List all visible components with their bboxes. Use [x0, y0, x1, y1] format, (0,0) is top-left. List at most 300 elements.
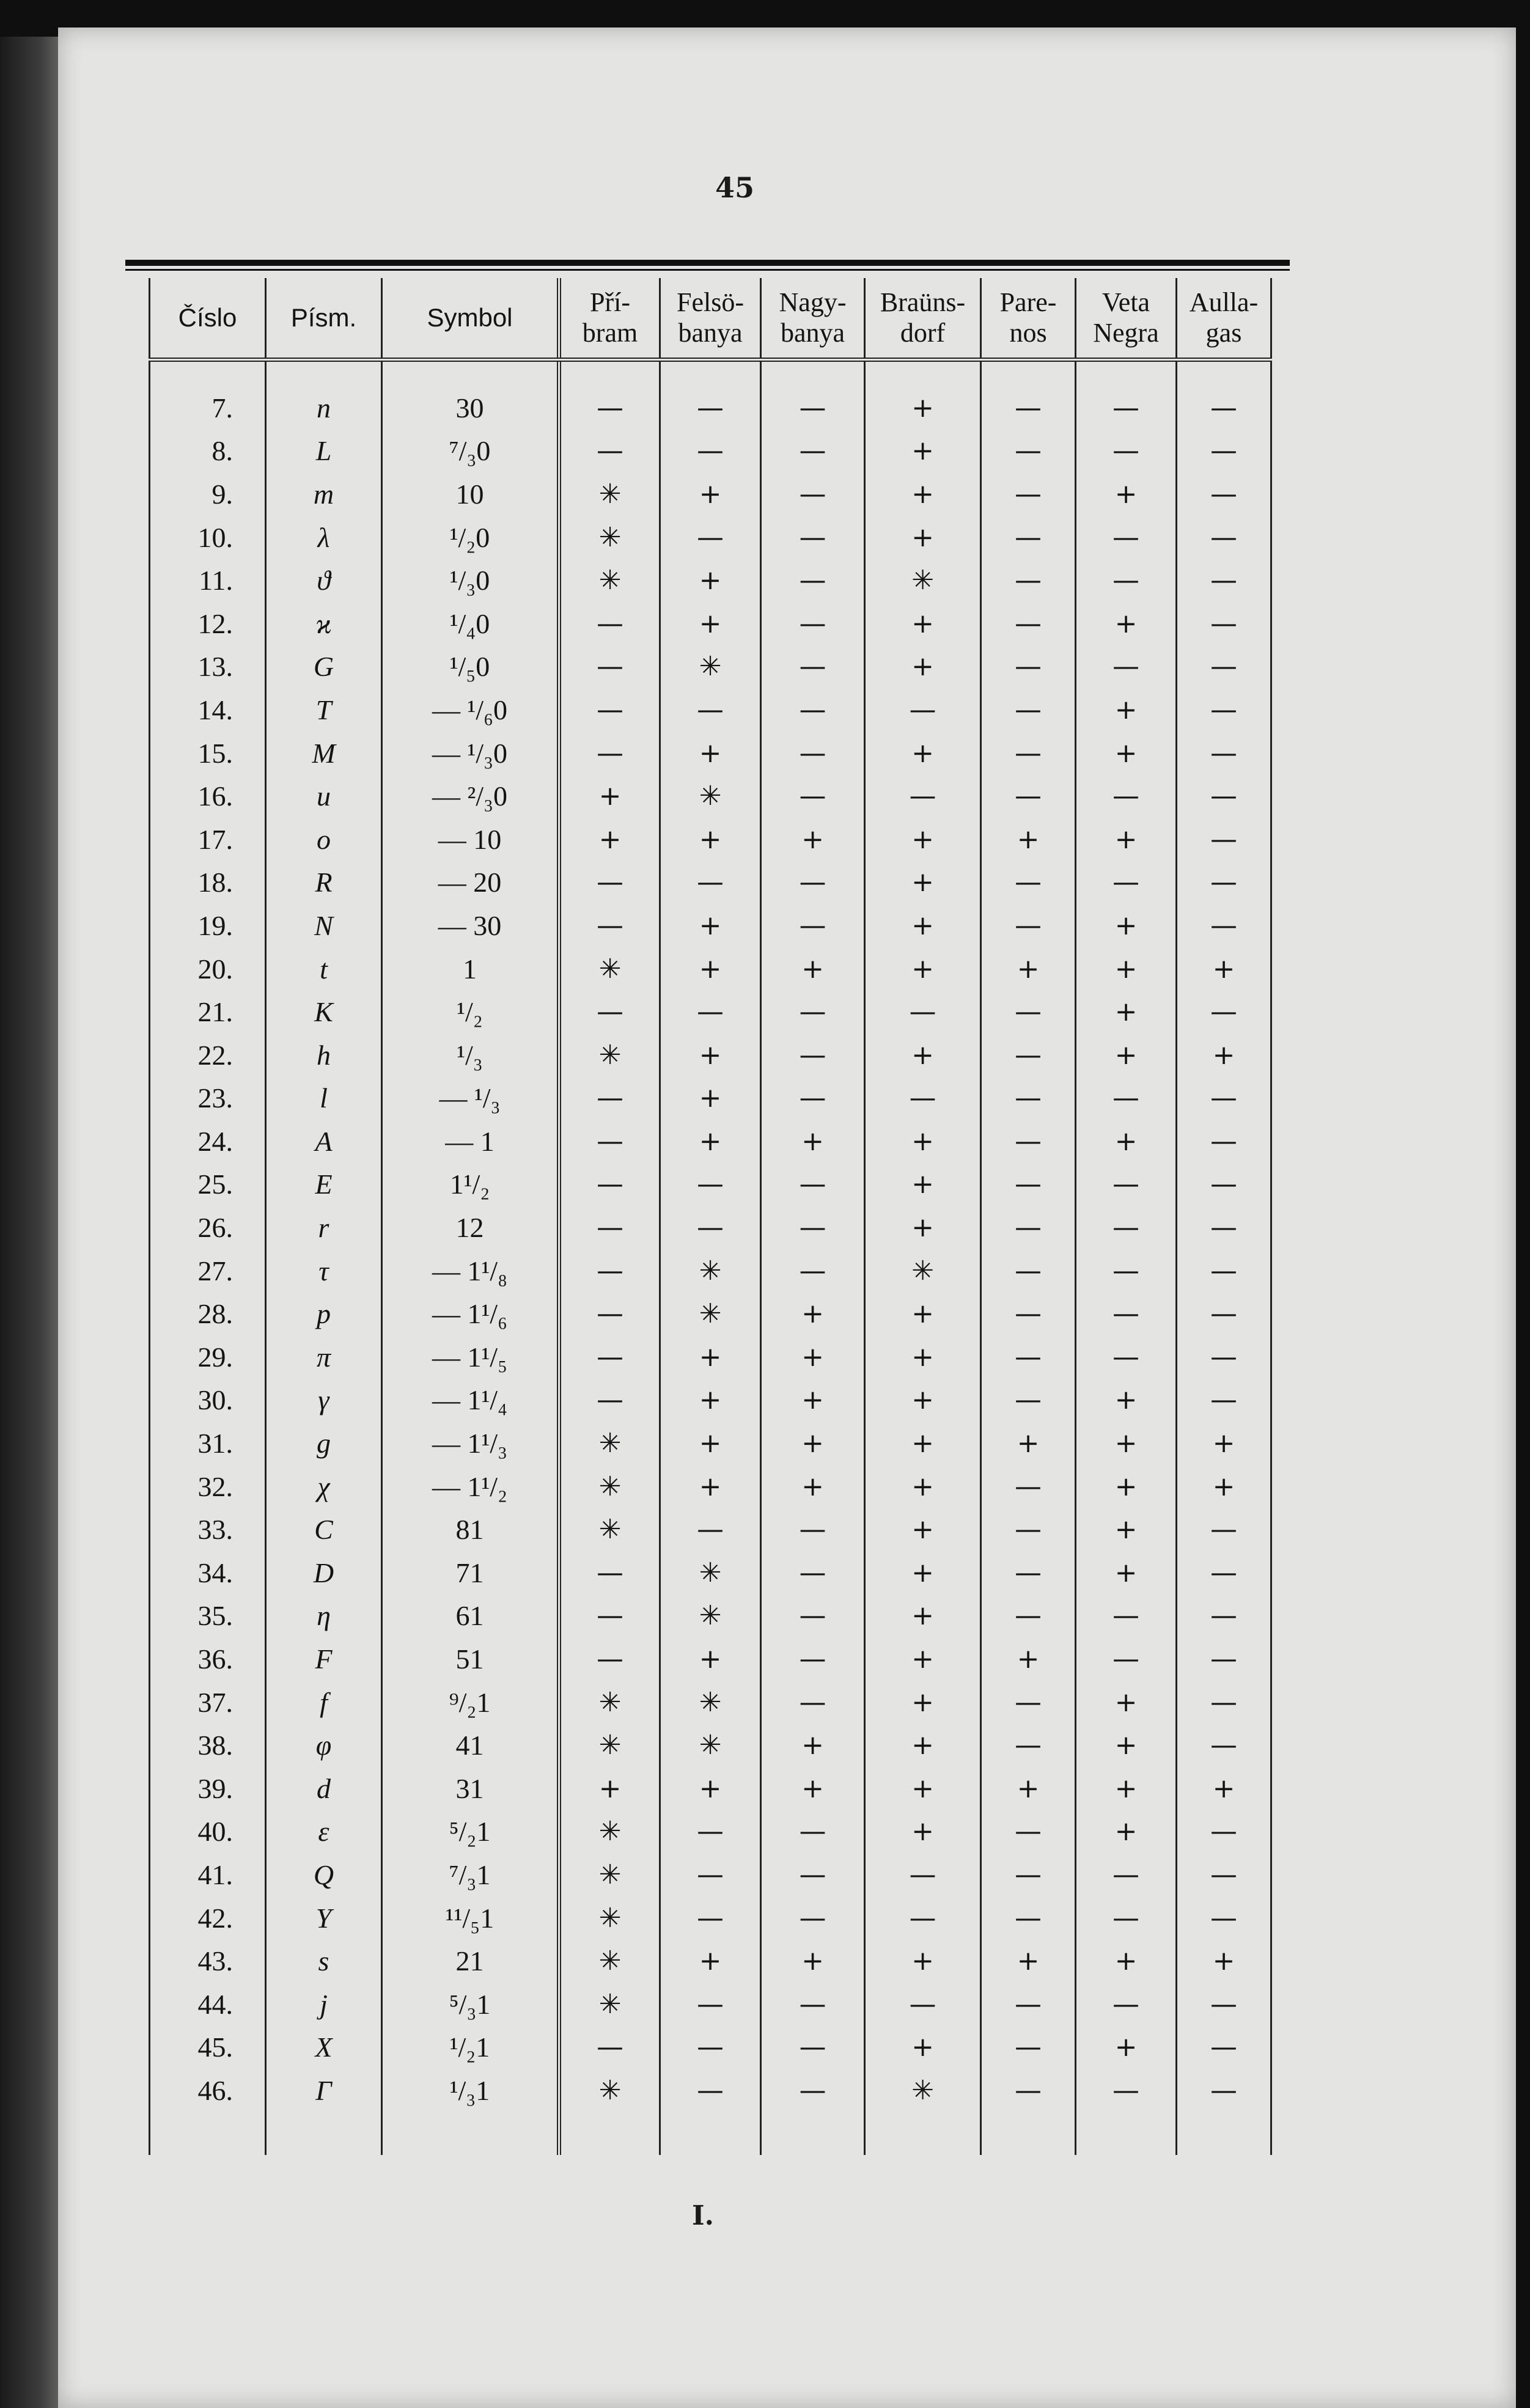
header-nagybanya-line: Nagy-: [779, 287, 847, 317]
cell-pribram: ✳: [559, 947, 660, 991]
cell-nagybanya: —: [761, 688, 865, 732]
cell-parenos: —: [981, 732, 1076, 775]
cell-symbol: — 20: [382, 861, 559, 905]
cell-pism: d: [266, 1767, 382, 1810]
cell-nagybanya: —: [761, 1595, 865, 1638]
cell-parenos: —: [981, 1595, 1076, 1638]
cell-nagybanya: —: [761, 1853, 865, 1896]
cell-braunsdorf: —: [865, 1983, 981, 2026]
cell-cislo: 29.: [150, 1335, 266, 1379]
cell-aullagas: —: [1177, 516, 1271, 559]
cell-nagybanya: +: [761, 1422, 865, 1465]
cell-veta-negra: —: [1076, 559, 1177, 602]
cell-aullagas: —: [1177, 1335, 1271, 1379]
cell-felsobanya: +: [660, 732, 761, 775]
cell-aullagas: —: [1177, 1120, 1271, 1163]
cell-pribram: —: [559, 688, 660, 732]
header-braunsdorf: [865, 278, 981, 360]
table-row: [150, 1681, 1271, 1724]
cell-braunsdorf: +: [865, 1292, 981, 1335]
table-row: [150, 1465, 1271, 1508]
cell-braunsdorf: +: [865, 1163, 981, 1206]
cell-pism: j: [266, 1983, 382, 2026]
cell-braunsdorf: +: [865, 947, 981, 991]
cell-symbol: — ¹/₃: [382, 1077, 559, 1120]
cell-felsobanya: —: [660, 386, 761, 430]
cell-aullagas: —: [1177, 1810, 1271, 1854]
cell-symbol: 10: [382, 472, 559, 516]
cell-parenos: —: [981, 1033, 1076, 1077]
cell-cislo: 24.: [150, 1120, 266, 1163]
cell-felsobanya: +: [660, 1033, 761, 1077]
cell-nagybanya: —: [761, 1637, 865, 1681]
table-row: [150, 1206, 1271, 1249]
cell-braunsdorf: +: [865, 2026, 981, 2069]
cell-veta-negra: —: [1076, 1077, 1177, 1120]
cell-cislo: 18.: [150, 861, 266, 905]
cell-pribram: —: [559, 2026, 660, 2069]
cell-nagybanya: —: [761, 1896, 865, 1940]
cell-felsobanya: +: [660, 1379, 761, 1422]
cell-pism: N: [266, 904, 382, 947]
cell-parenos: —: [981, 1077, 1076, 1120]
cell-parenos: —: [981, 1163, 1076, 1206]
cell-veta-negra: —: [1076, 1249, 1177, 1293]
cell-symbol: — 1: [382, 1120, 559, 1163]
cell-braunsdorf: +: [865, 1939, 981, 1983]
cell-pism: Y: [266, 1896, 382, 1940]
table-row: [150, 1723, 1271, 1767]
cell-felsobanya: +: [660, 904, 761, 947]
cell-pribram: ✳: [559, 1033, 660, 1077]
cell-nagybanya: +: [761, 1335, 865, 1379]
cell-aullagas: +: [1177, 1422, 1271, 1465]
cell-nagybanya: —: [761, 774, 865, 818]
header-veta-negra: [1076, 278, 1177, 360]
cell-cislo: 37.: [150, 1681, 266, 1724]
cell-aullagas: —: [1177, 774, 1271, 818]
cell-pism: D: [266, 1551, 382, 1595]
cell-symbol: ¹/₅0: [382, 645, 559, 689]
cell-parenos: —: [981, 1120, 1076, 1163]
cell-pism: γ: [266, 1379, 382, 1422]
cell-nagybanya: +: [761, 1767, 865, 1810]
cell-aullagas: +: [1177, 1939, 1271, 1983]
cell-braunsdorf: +: [865, 818, 981, 861]
spacer-cell: [266, 360, 382, 387]
cell-parenos: —: [981, 1465, 1076, 1508]
cell-pism: ε: [266, 1810, 382, 1854]
trailing-cell: [660, 2112, 761, 2155]
cell-symbol: ¹/₃1: [382, 2069, 559, 2112]
cell-felsobanya: +: [660, 1767, 761, 1810]
cell-cislo: 20.: [150, 947, 266, 991]
cell-felsobanya: +: [660, 1939, 761, 1983]
cell-parenos: —: [981, 1379, 1076, 1422]
cell-cislo: 45.: [150, 2026, 266, 2069]
cell-nagybanya: —: [761, 1810, 865, 1854]
cell-felsobanya: —: [660, 1853, 761, 1896]
header-nagybanya: [761, 278, 865, 360]
cell-parenos: —: [981, 904, 1076, 947]
cell-veta-negra: +: [1076, 1723, 1177, 1767]
cell-pism: u: [266, 774, 382, 818]
cell-aullagas: —: [1177, 1595, 1271, 1638]
cell-cislo: 31.: [150, 1422, 266, 1465]
cell-parenos: —: [981, 1853, 1076, 1896]
cell-parenos: +: [981, 818, 1076, 861]
cell-nagybanya: —: [761, 516, 865, 559]
trailing-cell: [1177, 2112, 1271, 2155]
cell-felsobanya: —: [660, 2069, 761, 2112]
cell-pism: o: [266, 818, 382, 861]
cell-symbol: — 30: [382, 904, 559, 947]
cell-nagybanya: —: [761, 1508, 865, 1551]
cell-parenos: —: [981, 602, 1076, 645]
trailing-cell: [981, 2112, 1076, 2155]
cell-felsobanya: ✳: [660, 774, 761, 818]
table-row: [150, 688, 1271, 732]
cell-felsobanya: +: [660, 559, 761, 602]
cell-aullagas: —: [1177, 1508, 1271, 1551]
cell-parenos: —: [981, 774, 1076, 818]
cell-aullagas: —: [1177, 2026, 1271, 2069]
cell-symbol: 61: [382, 1595, 559, 1638]
header-aullagas-line: gas: [1205, 318, 1242, 348]
cell-braunsdorf: +: [865, 1465, 981, 1508]
cell-pribram: —: [559, 732, 660, 775]
cell-aullagas: —: [1177, 732, 1271, 775]
trailing-cell: [382, 2112, 559, 2155]
cell-pribram: —: [559, 1206, 660, 1249]
cell-cislo: 17.: [150, 818, 266, 861]
cell-cislo: 22.: [150, 1033, 266, 1077]
cell-nagybanya: +: [761, 1379, 865, 1422]
cell-pism: C: [266, 1508, 382, 1551]
cell-braunsdorf: +: [865, 1206, 981, 1249]
cell-cislo: 16.: [150, 774, 266, 818]
cell-pribram: ✳: [559, 1681, 660, 1724]
cell-pribram: —: [559, 1595, 660, 1638]
table-row: [150, 947, 1271, 991]
table-row: [150, 1163, 1271, 1206]
cell-aullagas: —: [1177, 386, 1271, 430]
header-braunsdorf-line: Braüns-: [880, 287, 966, 317]
table-row: [150, 602, 1271, 645]
table-row: [150, 386, 1271, 430]
spacer-cell: [981, 360, 1076, 387]
cell-parenos: +: [981, 947, 1076, 991]
cell-cislo: 10.: [150, 516, 266, 559]
cell-pism: l: [266, 1077, 382, 1120]
cell-braunsdorf: +: [865, 472, 981, 516]
cell-pribram: +: [559, 1767, 660, 1810]
cell-felsobanya: —: [660, 516, 761, 559]
cell-symbol: — 1¹/₈: [382, 1249, 559, 1293]
cell-felsobanya: —: [660, 990, 761, 1033]
cell-aullagas: —: [1177, 1206, 1271, 1249]
table-row: [150, 990, 1271, 1033]
cell-parenos: —: [981, 1551, 1076, 1595]
cell-pism: η: [266, 1595, 382, 1638]
cell-parenos: —: [981, 990, 1076, 1033]
table-row: [150, 1077, 1271, 1120]
cell-symbol: ⁵/₂1: [382, 1810, 559, 1854]
top-rule-thin: [125, 269, 1290, 271]
cell-cislo: 35.: [150, 1595, 266, 1638]
header-row: [150, 278, 1271, 360]
cell-felsobanya: —: [660, 430, 761, 473]
cell-veta-negra: —: [1076, 645, 1177, 689]
header-parenos: [981, 278, 1076, 360]
cell-pism: π: [266, 1335, 382, 1379]
cell-pribram: —: [559, 1551, 660, 1595]
cell-cislo: 34.: [150, 1551, 266, 1595]
cell-symbol: 30: [382, 386, 559, 430]
cell-pism: f: [266, 1681, 382, 1724]
cell-veta-negra: +: [1076, 2026, 1177, 2069]
header-veta-negra-line: Veta: [1102, 287, 1150, 317]
cell-nagybanya: —: [761, 645, 865, 689]
cell-cislo: 7.: [150, 386, 266, 430]
cell-aullagas: +: [1177, 1465, 1271, 1508]
cell-veta-negra: +: [1076, 1033, 1177, 1077]
header-aullagas-line: Aulla-: [1189, 287, 1259, 317]
cell-cislo: 12.: [150, 602, 266, 645]
cell-veta-negra: +: [1076, 1810, 1177, 1854]
cell-nagybanya: —: [761, 1206, 865, 1249]
cell-felsobanya: +: [660, 1335, 761, 1379]
spacer-cell: [150, 360, 266, 387]
cell-cislo: 28.: [150, 1292, 266, 1335]
cell-pribram: —: [559, 1292, 660, 1335]
cell-aullagas: —: [1177, 1983, 1271, 2026]
spacer-cell: [382, 360, 559, 387]
cell-felsobanya: —: [660, 1163, 761, 1206]
cell-nagybanya: —: [761, 990, 865, 1033]
trailing-row: [150, 2112, 1271, 2155]
table-row: [150, 1767, 1271, 1810]
cell-pribram: ✳: [559, 516, 660, 559]
spacer-cell: [1076, 360, 1177, 387]
cell-pism: r: [266, 1206, 382, 1249]
spacer-cell: [865, 360, 981, 387]
trailing-cell: [865, 2112, 981, 2155]
cell-parenos: —: [981, 1810, 1076, 1854]
table-row: [150, 1896, 1271, 1940]
cell-veta-negra: +: [1076, 1681, 1177, 1724]
cell-aullagas: +: [1177, 947, 1271, 991]
cell-veta-negra: —: [1076, 1292, 1177, 1335]
cell-parenos: —: [981, 1681, 1076, 1724]
cell-braunsdorf: +: [865, 732, 981, 775]
cell-nagybanya: —: [761, 602, 865, 645]
table-row: [150, 2026, 1271, 2069]
cell-felsobanya: ✳: [660, 1292, 761, 1335]
table-row: [150, 1810, 1271, 1854]
cell-veta-negra: —: [1076, 861, 1177, 905]
cell-cislo: 26.: [150, 1206, 266, 1249]
cell-pism: m: [266, 472, 382, 516]
cell-felsobanya: +: [660, 1422, 761, 1465]
signature-mark: I.: [692, 2200, 714, 2231]
cell-parenos: +: [981, 1939, 1076, 1983]
table-row: [150, 904, 1271, 947]
cell-symbol: 41: [382, 1723, 559, 1767]
cell-felsobanya: +: [660, 1465, 761, 1508]
spacer-cell: [660, 360, 761, 387]
cell-symbol: 21: [382, 1939, 559, 1983]
cell-felsobanya: ✳: [660, 1595, 761, 1638]
cell-pribram: ✳: [559, 1508, 660, 1551]
cell-felsobanya: —: [660, 2026, 761, 2069]
cell-pism: h: [266, 1033, 382, 1077]
cell-cislo: 19.: [150, 904, 266, 947]
cell-veta-negra: —: [1076, 386, 1177, 430]
cell-pribram: ✳: [559, 1810, 660, 1854]
cell-parenos: +: [981, 1422, 1076, 1465]
cell-parenos: +: [981, 1767, 1076, 1810]
header-nagybanya-line: banya: [780, 318, 845, 348]
cell-symbol: ¹/₂0: [382, 516, 559, 559]
cell-aullagas: —: [1177, 1077, 1271, 1120]
cell-braunsdorf: ✳: [865, 1249, 981, 1293]
cell-pism: ϑ: [266, 559, 382, 602]
cell-pism: T: [266, 688, 382, 732]
table-row: [150, 1595, 1271, 1638]
cell-pism: t: [266, 947, 382, 991]
cell-parenos: —: [981, 1723, 1076, 1767]
cell-pism: g: [266, 1422, 382, 1465]
cell-aullagas: +: [1177, 1033, 1271, 1077]
cell-braunsdorf: +: [865, 1379, 981, 1422]
table-row: [150, 1120, 1271, 1163]
table-row: [150, 516, 1271, 559]
trailing-cell: [761, 2112, 865, 2155]
cell-aullagas: —: [1177, 1896, 1271, 1940]
cell-cislo: 14.: [150, 688, 266, 732]
cell-parenos: —: [981, 1508, 1076, 1551]
cell-pism: M: [266, 732, 382, 775]
cell-cislo: 40.: [150, 1810, 266, 1854]
cell-braunsdorf: +: [865, 1681, 981, 1724]
cell-veta-negra: —: [1076, 2069, 1177, 2112]
cell-braunsdorf: —: [865, 1077, 981, 1120]
cell-veta-negra: +: [1076, 947, 1177, 991]
cell-pribram: —: [559, 602, 660, 645]
cell-braunsdorf: +: [865, 1767, 981, 1810]
cell-braunsdorf: +: [865, 516, 981, 559]
table-row: [150, 1508, 1271, 1551]
header-veta-negra-line: Negra: [1093, 318, 1159, 348]
header-felsobanya-line: banya: [678, 318, 743, 348]
cell-cislo: 41.: [150, 1853, 266, 1896]
cell-aullagas: —: [1177, 1681, 1271, 1724]
cell-nagybanya: —: [761, 732, 865, 775]
cell-braunsdorf: +: [865, 1508, 981, 1551]
table-row: [150, 1983, 1271, 2026]
cell-cislo: 25.: [150, 1163, 266, 1206]
cell-veta-negra: +: [1076, 1939, 1177, 1983]
table-body: [150, 360, 1271, 2155]
table-row: [150, 559, 1271, 602]
cell-parenos: —: [981, 430, 1076, 473]
cell-cislo: 13.: [150, 645, 266, 689]
cell-pribram: +: [559, 818, 660, 861]
cell-nagybanya: +: [761, 1120, 865, 1163]
table-row: [150, 1379, 1271, 1422]
table-row: [150, 774, 1271, 818]
table-row: [150, 818, 1271, 861]
cell-aullagas: —: [1177, 1637, 1271, 1681]
cell-pism: τ: [266, 1249, 382, 1293]
cell-felsobanya: ✳: [660, 1551, 761, 1595]
cell-felsobanya: ✳: [660, 645, 761, 689]
cell-veta-negra: +: [1076, 818, 1177, 861]
cell-pism: X: [266, 2026, 382, 2069]
table-row: [150, 1335, 1271, 1379]
cell-veta-negra: —: [1076, 1983, 1177, 2026]
cell-braunsdorf: —: [865, 990, 981, 1033]
cell-aullagas: —: [1177, 1551, 1271, 1595]
cell-parenos: —: [981, 1249, 1076, 1293]
cell-veta-negra: —: [1076, 430, 1177, 473]
cell-aullagas: —: [1177, 904, 1271, 947]
cell-pribram: ✳: [559, 1896, 660, 1940]
table-row: [150, 1292, 1271, 1335]
header-pribram-line: bram: [582, 318, 638, 348]
cell-parenos: —: [981, 2069, 1076, 2112]
cell-parenos: —: [981, 1335, 1076, 1379]
table-row: [150, 472, 1271, 516]
cell-cislo: 38.: [150, 1723, 266, 1767]
cell-felsobanya: —: [660, 1508, 761, 1551]
cell-aullagas: —: [1177, 1163, 1271, 1206]
cell-symbol: ¹/₄0: [382, 602, 559, 645]
cell-nagybanya: —: [761, 904, 865, 947]
header-parenos-line: Pare-: [999, 287, 1057, 317]
cell-veta-negra: —: [1076, 1853, 1177, 1896]
cell-symbol: 81: [382, 1508, 559, 1551]
cell-braunsdorf: +: [865, 602, 981, 645]
cell-aullagas: —: [1177, 818, 1271, 861]
cell-veta-negra: +: [1076, 1465, 1177, 1508]
table-row: [150, 1422, 1271, 1465]
cell-felsobanya: —: [660, 1896, 761, 1940]
header-felsobanya: [660, 278, 761, 360]
cell-aullagas: —: [1177, 1379, 1271, 1422]
cell-pribram: ✳: [559, 1723, 660, 1767]
cell-symbol: — 1¹/₆: [382, 1292, 559, 1335]
spacer-cell: [761, 360, 865, 387]
cell-cislo: 30.: [150, 1379, 266, 1422]
cell-aullagas: —: [1177, 430, 1271, 473]
cell-cislo: 11.: [150, 559, 266, 602]
cell-parenos: —: [981, 1983, 1076, 2026]
cell-felsobanya: +: [660, 472, 761, 516]
cell-symbol: — ¹/₃0: [382, 732, 559, 775]
spacer-row: [150, 360, 1271, 387]
cell-veta-negra: —: [1076, 1335, 1177, 1379]
mineral-locality-table: [149, 278, 1272, 2155]
cell-nagybanya: +: [761, 1939, 865, 1983]
cell-braunsdorf: —: [865, 1896, 981, 1940]
cell-aullagas: —: [1177, 1292, 1271, 1335]
header-pism-line: Písm.: [290, 303, 357, 332]
cell-cislo: 44.: [150, 1983, 266, 2026]
cell-pribram: —: [559, 990, 660, 1033]
header-cislo: [150, 278, 266, 360]
